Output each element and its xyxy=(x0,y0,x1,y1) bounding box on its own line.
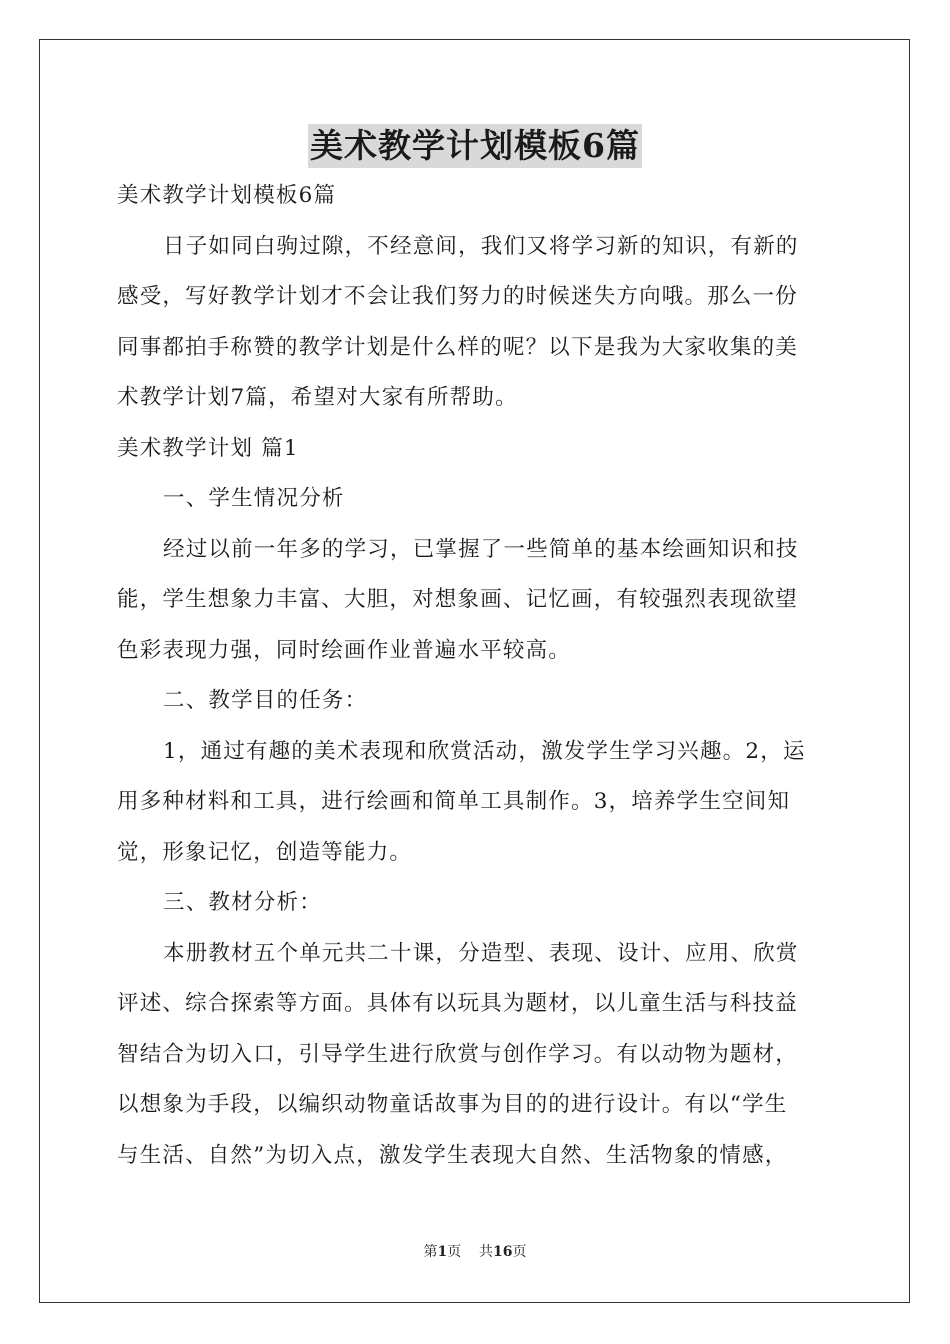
footer-total-suffix: 页 xyxy=(512,1244,527,1260)
text-line: 美术教学计划模板6篇 xyxy=(117,183,337,208)
footer-page-prefix: 第 xyxy=(423,1244,438,1260)
text-line: 觉，形象记忆，创造等能力。 xyxy=(117,839,413,865)
document-body xyxy=(117,171,833,1181)
footer-total-pages: 16 xyxy=(493,1244,513,1260)
text-line: 以想象为手段，以编织动物童话故事为目的的进行设计。有以“学生 xyxy=(117,1092,788,1117)
text-line: 经过以前一年多的学习，已掌握了一些简单的基本绘画知识和技 xyxy=(163,536,799,562)
text-line: 本册教材五个单元共二十课，分造型、表现、设计、应用、欣赏 xyxy=(163,940,799,966)
page-footer xyxy=(0,1241,950,1261)
document-title: 美术教学计划模板6篇 xyxy=(308,124,642,168)
text-line: 日子如同白驹过隙，不经意间，我们又将学习新的知识，有新的 xyxy=(163,233,799,259)
text-line: 评述、综合探索等方面。具体有以玩具为题材，以儿童生活与科技益 xyxy=(117,991,799,1016)
footer-page-suffix: 页 xyxy=(447,1244,462,1260)
text-line: 智结合为切入口，引导学生进行欣赏与创作学习。有以动物为题材， xyxy=(117,1041,799,1067)
text-line: 用多种材料和工具，进行绘画和简单工具制作。3，培养学生空间知 xyxy=(117,789,791,814)
text-line: 感受，写好教学计划才不会让我们努力的时候迷失方向哦。那么一份 xyxy=(117,284,799,309)
text-line: 能，学生想象力丰富、大胆，对想象画、记忆画，有较强烈表现欲望 xyxy=(117,587,799,612)
title-container xyxy=(0,124,950,168)
text-line: 与生活、自然”为切入点，激发学生表现大自然、生活物象的情感， xyxy=(117,1142,788,1168)
footer-total-prefix: 共 xyxy=(479,1244,494,1260)
text-line: 二、教学目的任务： xyxy=(163,688,368,713)
text-line: 1，通过有趣的美术表现和欣赏活动，激发学生学习兴趣。2，运 xyxy=(163,738,806,764)
footer-page-number: 1 xyxy=(437,1244,448,1260)
text-line: 一、学生情况分析 xyxy=(163,486,345,511)
text-line: 三、教材分析： xyxy=(163,890,322,915)
text-line: 同事都拍手称赞的教学计划是什么样的呢？以下是我为大家收集的美 xyxy=(117,334,799,360)
text-line: 术教学计划7篇，希望对大家有所帮助。 xyxy=(117,385,518,410)
text-line: 美术教学计划 篇1 xyxy=(117,435,299,461)
text-line: 色彩表现力强，同时绘画作业普遍水平较高。 xyxy=(117,637,572,663)
